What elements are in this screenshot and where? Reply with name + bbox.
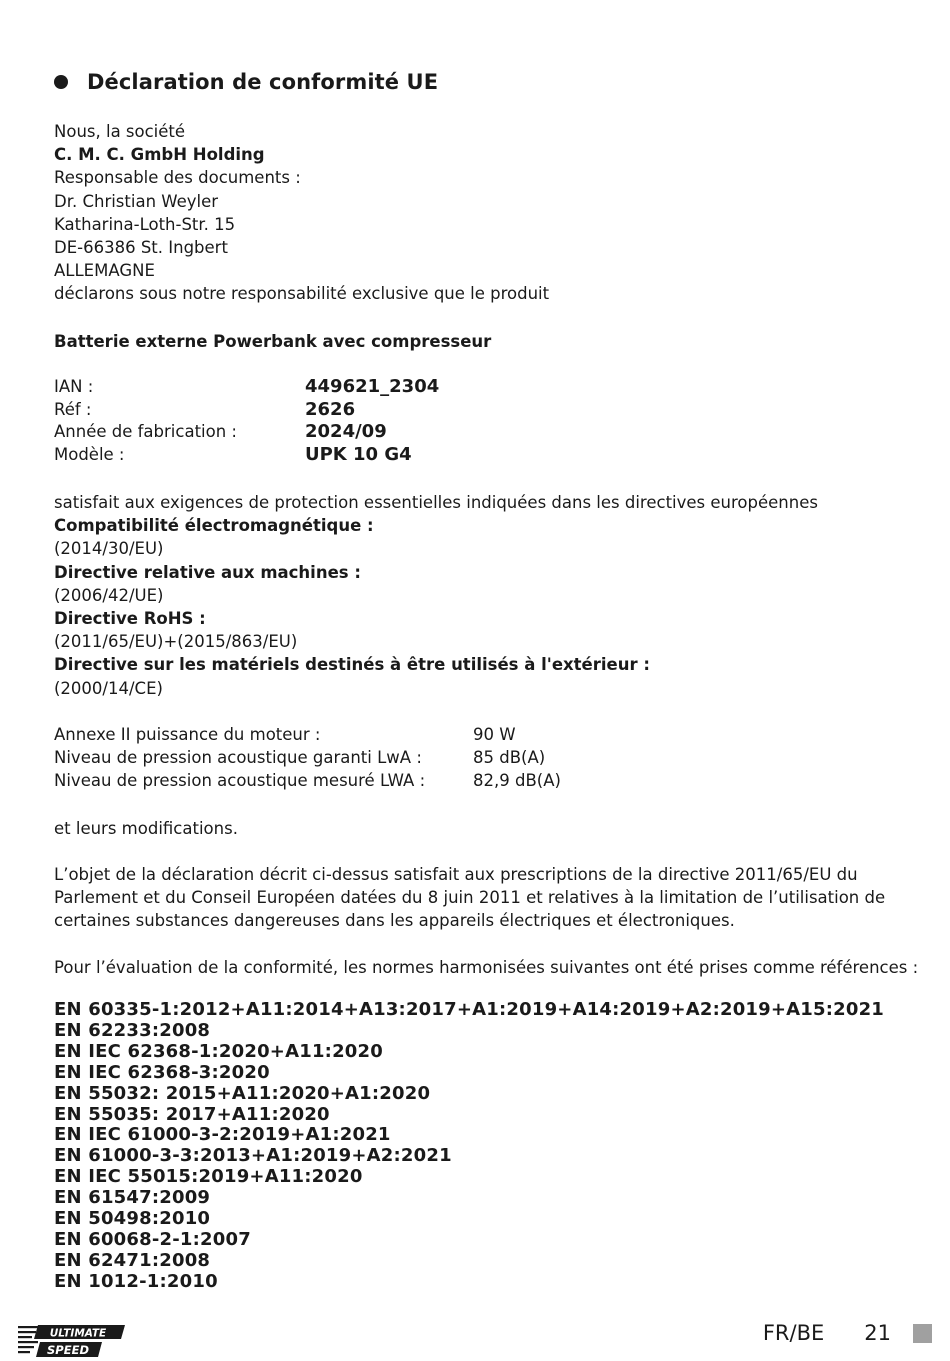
spec-row: [54, 444, 439, 467]
norm-item: EN IEC 62368-3:2020: [54, 1061, 270, 1083]
measurement-row: [54, 746, 561, 769]
spec-value: UPK 10 G4: [305, 443, 412, 465]
directive-ref: (2006/42/UE): [54, 585, 164, 605]
norms-list: [54, 1000, 884, 1293]
company-name: C. M. C. GmbH Holding: [54, 145, 265, 165]
declaration-line: déclarons sous notre responsabilité exclusive que le produit: [54, 284, 550, 304]
logo-text-1: ULTIMATE: [49, 1327, 107, 1340]
bullet-icon: [54, 75, 68, 89]
measurement-value: 85 dB(A): [473, 748, 546, 768]
norm-item: EN 61000-3-3:2013+A1:2019+A2:2021: [54, 1145, 452, 1167]
spec-row: [54, 376, 439, 399]
measurement-label: Annexe II puissance du moteur :: [54, 725, 321, 744]
norm-item: EN 1012-1:2010: [54, 1270, 218, 1292]
measurement-label: Niveau de pression acoustique mesuré LWA :: [54, 771, 426, 791]
norms-intro: Pour l’évaluation de la conformité, les normes harmonisées suivantes ont été prises comme références :: [54, 958, 919, 977]
spec-value: 2024/09: [305, 421, 387, 442]
measurement-row: [54, 723, 561, 746]
spec-label: Modèle :: [54, 444, 125, 464]
title-text: Déclaration de conformité UE: [87, 70, 439, 94]
directives-intro: satisfait aux exigences de protection essentielles indiquées dans les directives européennes: [54, 493, 818, 512]
page-footer: [763, 1321, 891, 1345]
spec-row: [54, 399, 439, 422]
country: ALLEMAGNE: [54, 261, 155, 281]
measurement-row: [54, 769, 561, 792]
directive-name: Compatibilité électromagnétique :: [54, 516, 374, 536]
spec-row: [54, 421, 439, 444]
ultimate-speed-logo: [18, 1324, 125, 1358]
norm-item: EN 60335-1:2012+A11:2014+A13:2017+A1:2019+A14:2019+A2:2019+A15:2021: [54, 999, 885, 1020]
city-address: DE-66386 St. Ingbert: [54, 238, 228, 258]
modifications-line: et leurs modifications.: [54, 819, 238, 838]
norm-item: EN IEC 62368-1:2020+A11:2020: [54, 1040, 383, 1062]
intro-line: Nous, la société: [54, 122, 186, 141]
norm-item: EN 62471:2008: [54, 1249, 211, 1271]
rohs-paragraph: L’objet de la déclaration décrit ci-dessus satisfait aux prescriptions de la directive 2011/65/EU du Parlement et du Conseil Européen datées du 8 juin 2011 et relatives à la limitation de l’utilisation de certaines substances dangereuses dans les appareils électriques et électroniques.: [54, 865, 886, 931]
norm-item: EN 62233:2008: [54, 1019, 211, 1041]
norm-item: EN 55035: 2017+A11:2020: [54, 1103, 330, 1125]
spec-label: Réf :: [54, 399, 92, 419]
directive-ref: (2011/65/EU)+(2015/863/EU): [54, 632, 298, 652]
measurement-value: 90 W: [473, 725, 516, 744]
manufacturer-block: [54, 120, 549, 306]
spec-table: [54, 376, 439, 466]
language-code: FR/BE: [762, 1321, 825, 1345]
directive-name: Directive RoHS :: [54, 609, 206, 629]
spec-label: Année de fabrication :: [54, 422, 237, 441]
street-address: Katharina-Loth-Str. 15: [54, 214, 236, 234]
page-number: 21: [864, 1321, 891, 1345]
norm-item: EN 60068-2-1:2007: [54, 1228, 251, 1250]
norm-item: EN 61547:2009: [54, 1187, 211, 1209]
responsible-label: Responsable des documents :: [54, 168, 301, 188]
spec-label: IAN :: [54, 377, 94, 396]
page-title: [54, 70, 438, 94]
logo-text-2: SPEED: [47, 1343, 89, 1357]
spec-value: 449621_2304: [305, 376, 440, 397]
directive-name: Directive sur les matériels destinés à être utilisés à l'extérieur :: [54, 655, 650, 675]
norm-item: EN 50498:2010: [54, 1208, 211, 1230]
page-marker-square: [913, 1324, 932, 1343]
directive-ref: (2014/30/EU): [54, 539, 164, 559]
responsible-person: Dr. Christian Weyler: [54, 191, 219, 211]
measurements-table: [54, 723, 561, 793]
measurement-value: 82,9 dB(A): [473, 771, 561, 791]
directive-ref: (2000/14/CE): [54, 678, 163, 698]
directives-block: [54, 491, 818, 700]
norm-item: EN 55032: 2015+A11:2020+A1:2020: [54, 1082, 431, 1104]
product-name: Batterie externe Powerbank avec compresseur: [54, 332, 492, 351]
norm-item: EN IEC 55015:2019+A11:2020: [54, 1166, 363, 1188]
spec-value: 2626: [305, 398, 356, 420]
measurement-label: Niveau de pression acoustique garanti LwA :: [54, 748, 422, 768]
directive-name: Directive relative aux machines :: [54, 562, 361, 582]
norm-item: EN IEC 61000-3-2:2019+A1:2021: [54, 1124, 391, 1146]
